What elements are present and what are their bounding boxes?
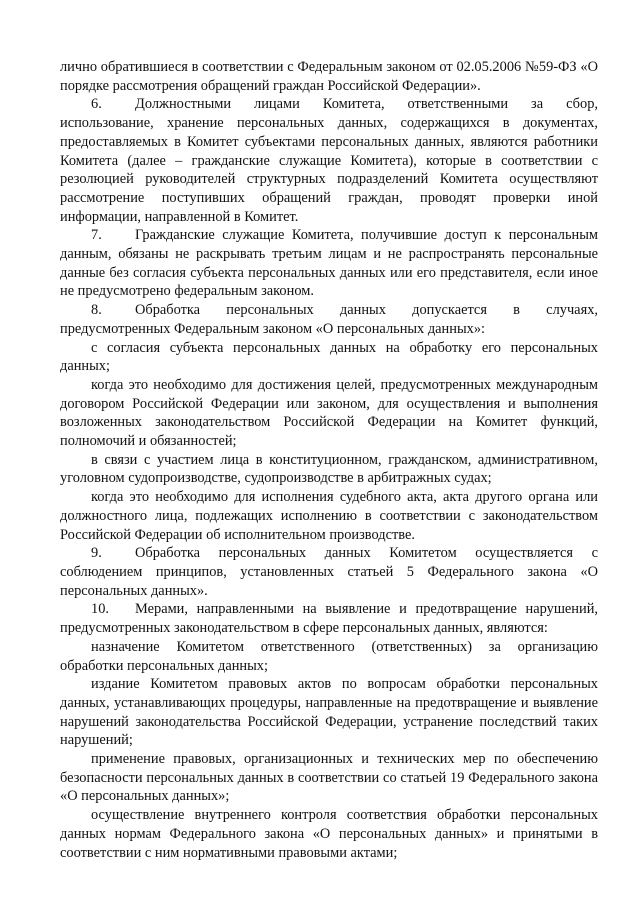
paragraph-7 [60, 226, 598, 301]
paragraph-continuation [60, 58, 598, 95]
paragraph-text: лично обратившиеся в соответствии с Федеральным законом от 02.05.2006 №59-ФЗ «О порядке рассмотрения обращений граждан Российской Федерации». [60, 59, 598, 94]
paragraph-text: когда это необходимо для достижения целей, предусмотренных международным договором Российской Федерации или законом, для осуществления и выполнения возложенных законодательством Российской Федерации на Комитет функций, полномочий и обязанностей; [60, 376, 598, 450]
paragraph-text: Мерами, направленными на выявление и предотвращение нарушений, предусмотренных законодательством в сфере персональных данных, являются: [60, 601, 598, 637]
list-item [60, 376, 598, 451]
paragraph-number: 8. [91, 302, 102, 319]
list-item [60, 638, 598, 675]
paragraph-text: назначение Комитетом ответственного (ответственных) за организацию обработки персональных данных; [60, 638, 598, 674]
paragraph-text: с согласия субъекта персональных данных на обработку его персональных данных; [60, 339, 598, 375]
paragraph-text: Обработка персональных данных Комитетом осуществляется с соблюдением принципов, установленных статьей 5 Федерального закона «О персональных данных». [60, 545, 598, 599]
paragraph-9 [60, 544, 598, 600]
list-item [60, 339, 598, 376]
paragraph-text: Обработка персональных данных допускается в случаях, предусмотренных Федеральным законом «О персональных данных»: [60, 302, 598, 337]
paragraph-6 [60, 95, 598, 226]
paragraph-text: издание Комитетом правовых актов по вопросам обработки персональных данных, устанавливающих процедуры, направленные на предотвращение и выявление нарушений законодательства Российской Федерации, устранение последствий таких нарушений; [60, 676, 598, 749]
list-item [60, 675, 598, 750]
list-item [60, 806, 598, 862]
paragraph-text: когда это необходимо для исполнения судебного акта, акта другого органа или должностного лица, подлежащих исполнению в соответствии с законодательством Российской Федерации об исполнительном производстве. [60, 489, 598, 543]
paragraph-text: Должностными лицами Комитета, ответственными за сбор, использование, хранение персональных данных, содержащихся в документах, предоставляемых в Комитет субъектами персональных данных, являются работники Комитета (далее – гражданские служащие Комитета), которые в соответствии с резолюцией руководителей структурных подразделений Комитета осуществляют рассмотрение поступивших обращений граждан, проводят проверки иной информации, направленной в Комитет. [60, 96, 598, 225]
paragraph-number: 6. [91, 96, 102, 113]
paragraph-text: Гражданские служащие Комитета, получившие доступ к персональным данным, обязаны не раскрывать третьим лицам и не распространять персональные данные без согласия субъекта персональных данных или его представителя, если иное не предусмотрено федеральным законом. [60, 227, 598, 300]
paragraph-text: в связи с участием лица в конституционном, гражданском, административном, уголовном судопроизводстве, судопроизводстве в арбитражных судах; [60, 451, 598, 487]
paragraph-text: применение правовых, организационных и технических мер по обеспечению безопасности персональных данных в соответствии со статьей 19 Федерального закона «О персональных данных»; [60, 751, 598, 805]
list-item [60, 750, 598, 806]
paragraph-number: 9. [91, 545, 102, 562]
paragraph-number: 7. [91, 227, 102, 244]
list-item [60, 488, 598, 544]
paragraph-text: осуществление внутреннего контроля соответствия обработки персональных данных нормам Федерального закона «О персональных данных» и принятыми в соответствии с ним нормативными правовыми актами; [60, 807, 598, 861]
paragraph-number: 10. [91, 601, 109, 618]
list-item [60, 451, 598, 488]
paragraph-8 [60, 301, 598, 338]
paragraph-10 [60, 600, 598, 637]
